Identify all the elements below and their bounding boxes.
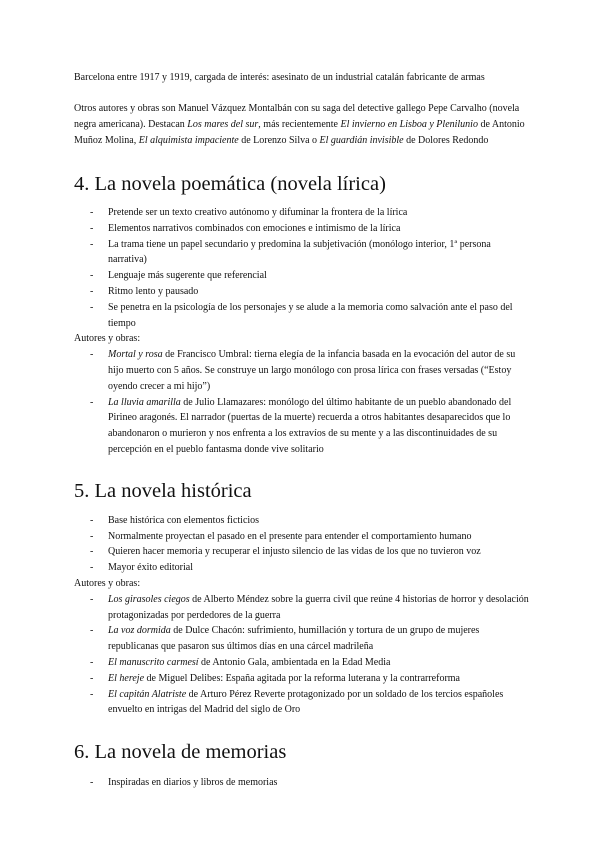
work-description: de Antonio Gala, ambientada en la Edad Media — [198, 656, 391, 668]
work-title: Los girasoles ciegos — [108, 593, 190, 605]
bullet: - — [90, 396, 94, 408]
bullet: - — [90, 222, 94, 234]
list-item — [74, 560, 530, 576]
work-description: de Francisco Umbral: tierna elegía de la infancia basada en la evocación del autor de su hijo muerto con 5 años. Se construye un largo monólogo con prosa lírica con frases versadas (“Estoy oyendo crecer a mi hijo”) — [108, 349, 516, 392]
work-title: El hereje — [108, 672, 145, 684]
section-4-works — [74, 347, 530, 458]
section-4-list — [74, 205, 530, 331]
list-item — [74, 775, 530, 791]
work-item — [74, 671, 530, 687]
bullet: - — [90, 238, 94, 250]
work-item — [74, 655, 530, 671]
bullet: - — [90, 514, 94, 526]
list-item-text: Elementos narrativos combinados con emociones e intimismo de la lírica — [108, 222, 401, 234]
intro-paragraph-2 — [74, 101, 530, 149]
bullet: - — [90, 672, 94, 684]
list-item-text: Lenguaje más sugerente que referencial — [108, 270, 267, 282]
section-4-heading: 4. La novela poemática (novela lírica) — [74, 173, 386, 195]
work-title: La lluvia amarilla — [108, 396, 181, 408]
section-6-list — [74, 775, 530, 791]
list-item-text: Inspiradas en diarios y libros de memorias — [108, 777, 278, 789]
work-title: Los mares del sur — [187, 119, 259, 130]
bullet: - — [90, 656, 94, 668]
list-item — [74, 544, 530, 560]
bullet: - — [90, 688, 94, 700]
work-item — [74, 347, 530, 394]
work-description: de Miguel Delibes: España agitada por la reforma luterana y la contrarreforma — [144, 672, 460, 684]
work-title: El capitán Alatriste — [108, 688, 187, 700]
list-item-text: Quieren hacer memoria y recuperar el injusto silencio de las vidas de los que no tuvieron voz — [108, 546, 481, 558]
work-item — [74, 592, 530, 624]
section-6-heading: 6. La novela de memorias — [74, 741, 287, 764]
work-title: El alquimista impaciente — [138, 135, 239, 146]
list-item — [74, 284, 530, 300]
work-title: La voz dormida — [108, 625, 171, 637]
list-item — [74, 268, 530, 284]
list-item-text: Normalmente proyectan el pasado en el presente para entender el comportamiento humano — [108, 530, 472, 542]
bullet: - — [90, 285, 94, 297]
work-title: El manuscrito carmesí — [108, 656, 199, 668]
list-item-text: Ritmo lento y pausado — [108, 285, 199, 297]
list-item — [74, 221, 530, 237]
list-item — [74, 513, 530, 529]
authors-label: Autores y obras: — [74, 577, 141, 589]
text-run: , más recientemente — [258, 119, 341, 130]
section-5-heading: 5. La novela histórica — [74, 479, 252, 502]
work-description: de Dulce Chacón: sufrimiento, humillación y tortura de un grupo de mujeres republicanas que pasaron sus últimos días en una cárcel madrileña — [108, 625, 480, 653]
list-item-text: Mayor éxito editorial — [108, 562, 193, 574]
work-title: El invierno en Lisboa y Plenilunio — [340, 119, 478, 130]
bullet: - — [90, 270, 94, 282]
bullet: - — [90, 349, 94, 361]
bullet: - — [90, 546, 94, 558]
bullet: - — [90, 562, 94, 574]
work-title: El guardián invisible — [319, 135, 404, 146]
work-item — [74, 623, 530, 655]
list-item — [74, 300, 530, 332]
list-item — [74, 237, 530, 269]
bullet: - — [90, 777, 94, 789]
list-item-text: Base histórica con elementos ficticios — [108, 514, 260, 526]
section-5-works — [74, 592, 530, 718]
bullet: - — [90, 207, 94, 218]
authors-label: Autores y obras: — [74, 333, 141, 345]
work-item — [74, 395, 530, 458]
list-item-text: Se penetra en la psicología de los personajes y se alude a la memoria como salvación ante el paso del tiempo — [108, 301, 513, 329]
work-description: de Julio Llamazares: monólogo del último habitante de un pueblo abandonado del Pirineo aragonés. El narrador (puertas de la muerte) recuerda a otros habitantes desaparecidos que lo abandonaron o murieron y nos enfrenta a los extravíos de su mente y a las discontinuidades de su percepción en el pueblo fantasma donde vive solitario — [108, 396, 512, 455]
work-description: de Arturo Pérez Reverte protagonizado por un soldado de los tercios españoles envuelto en intrigas del Madrid del siglo de Oro — [108, 688, 504, 716]
bullet: - — [90, 301, 94, 313]
work-item — [74, 687, 530, 719]
bullet: - — [90, 625, 94, 637]
list-item — [74, 205, 530, 221]
text-run: de Dolores Redondo — [403, 135, 489, 146]
work-description: de Alberto Méndez sobre la guerra civil que reúne 4 historias de horror y desolación protagonizadas por perdedores de la guerra — [108, 593, 529, 621]
bullet: - — [90, 530, 94, 542]
work-title: Mortal y rosa — [108, 349, 163, 361]
text-run: de Antonio Muñoz Molina, — [74, 119, 525, 146]
bullet: - — [90, 593, 94, 605]
text-run: Otros autores y obras son Manuel Vázquez Montalbán con su saga del detective gallego Pepe Carvalho (novela negra americana). Destacan — [74, 103, 520, 130]
list-item — [74, 529, 530, 545]
text-run: de Lorenzo Silva o — [238, 135, 320, 146]
list-item-text: La trama tiene un papel secundario y predomina la subjetivación (monólogo interior, 1ª persona narrativa) — [108, 238, 491, 266]
section-5-list — [74, 513, 530, 576]
intro-paragraph-1: Barcelona entre 1917 y 1919, cargada de interés: asesinato de un industrial catalán fabricante de armas — [74, 72, 485, 83]
list-item-text: Pretende ser un texto creativo autónomo y difuminar la frontera de la lírica — [108, 207, 408, 218]
